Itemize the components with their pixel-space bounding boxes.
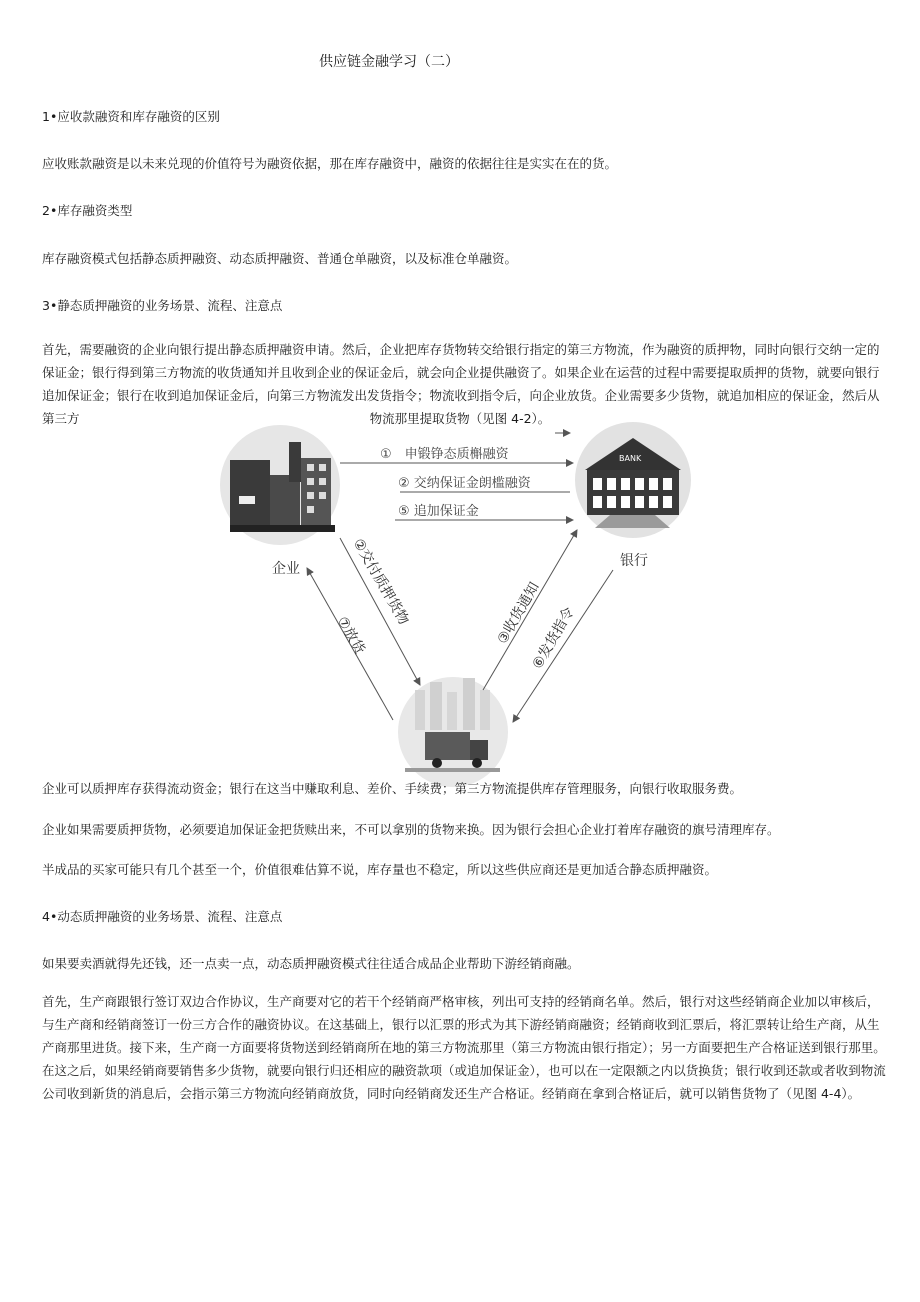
heading-1: 1•应收款融资和库存融资的区别 <box>42 109 220 124</box>
step-release-label: ⑦放货 <box>333 614 368 658</box>
paragraph-1: 应收账款融资是以未来兑现的价值符号为融资依据，那在库存融资中，融资的依据往往是实实在在的货。 <box>42 156 618 171</box>
factory-icon <box>220 425 340 545</box>
step-2-label: ② 交纳保证金朗槛融资 <box>398 476 531 491</box>
bank-icon <box>575 422 691 538</box>
enterprise-label: 企业 <box>272 561 300 577</box>
paragraph-2: 库存融资模式包括静态质押融资、动态质押融资、普通仓单融资，以及标准仓单融资。 <box>42 251 518 266</box>
paragraph-3: 首先，需要融资的企业向银行提出静态质押融资申请。然后，企业把库存货物转交给银行指定的第三方物流，作为融资的质押物，同时向银行交纳一定的保证金；银行得到第三方物流的收货通知并且收到企业的保证金后，就会向企业提供融资了。如果企业在运营的过程中需要提取质押的货物，就要向银行追加保证金；银行在收到追加保证金后，向第三方物流发出发货指令；物流收到指令后，向企业放货。企业需要多少货物，就追加相应的保证金，然后从第三方 <box>42 342 880 426</box>
step-5-label: ⑤ 追加保证金 <box>398 504 479 519</box>
step-1-label: ① 申锻铮态质槲融资 <box>380 447 509 462</box>
heading-3: 3•静态质押融资的业务场景、流程、注意点 <box>42 298 283 313</box>
static-pledge-diagram <box>215 420 715 790</box>
step-deliver-label: ②交付质押货物 <box>349 536 412 628</box>
paragraph-8: 首先，生产商跟银行签订双边合作协议，生产商要对它的若干个经销商严格审核，列出可支持的经销商名单。然后，银行对这些经销商企业加以审核后，与生产商和经销商签订一份三方合作的融资协议。在这基础上，银行以汇票的形式为其下游经销商融资；经销商收到汇票后，将汇票转让给生产商，从生产商那里进货。接下来，生产商一方面要将货物送到经销商所在地的第三方物流那里（第三方物流由银行指定）；另一方面要把生产合格证送到银行那里。在这之后，如果经销商要销售多少货物，就要向银行归还相应的融资款项（或追加保证金），也可以在一定限额之内以货换货；银行收到还款或者收到物流公司收到新货的消息后，会指示第三方物流向经销商放货，同时向经销商发还生产合格证。经销商在拿到合格证后，就可以销售货物了（见图 4-4）。 <box>42 994 886 1101</box>
paragraph-3-end: 物流那里提取货物（见图 4-2）。 <box>369 411 551 426</box>
paragraph-4: 企业可以质押库存获得流动资金；银行在这当中赚取利息、差价、手续费；第三方物流提供库存管理服务，向银行收取服务费。 <box>42 781 743 796</box>
heading-2: 2•库存融资类型 <box>42 203 133 218</box>
bank-sign: BANK <box>619 454 642 463</box>
paragraph-5: 企业如果需要质押货物，必须要追加保证金把货赎出来，不可以拿别的货物来换。因为银行会担心企业打着库存融资的旗号清理库存。 <box>42 822 780 837</box>
heading-4: 4•动态质押融资的业务场景、流程、注意点 <box>42 909 283 924</box>
document-title: 供应链金融学习（二） <box>319 54 459 70</box>
paragraph-7: 如果要卖酒就得先还钱，还一点卖一点，动态质押融资模式往往适合成品企业帮助下游经销商融。 <box>42 956 580 971</box>
step-notice-label: ③收货通知 <box>494 579 543 647</box>
logistics-truck-icon <box>398 677 508 787</box>
paragraph-6: 半成品的买家可能只有几个甚至一个，价值很难估算不说，库存量也不稳定，所以这些供应商还是更加适合静态质押融资。 <box>42 862 718 877</box>
bank-label: 银行 <box>620 553 648 569</box>
step-order-label: ⑥发货指令 <box>529 604 578 672</box>
